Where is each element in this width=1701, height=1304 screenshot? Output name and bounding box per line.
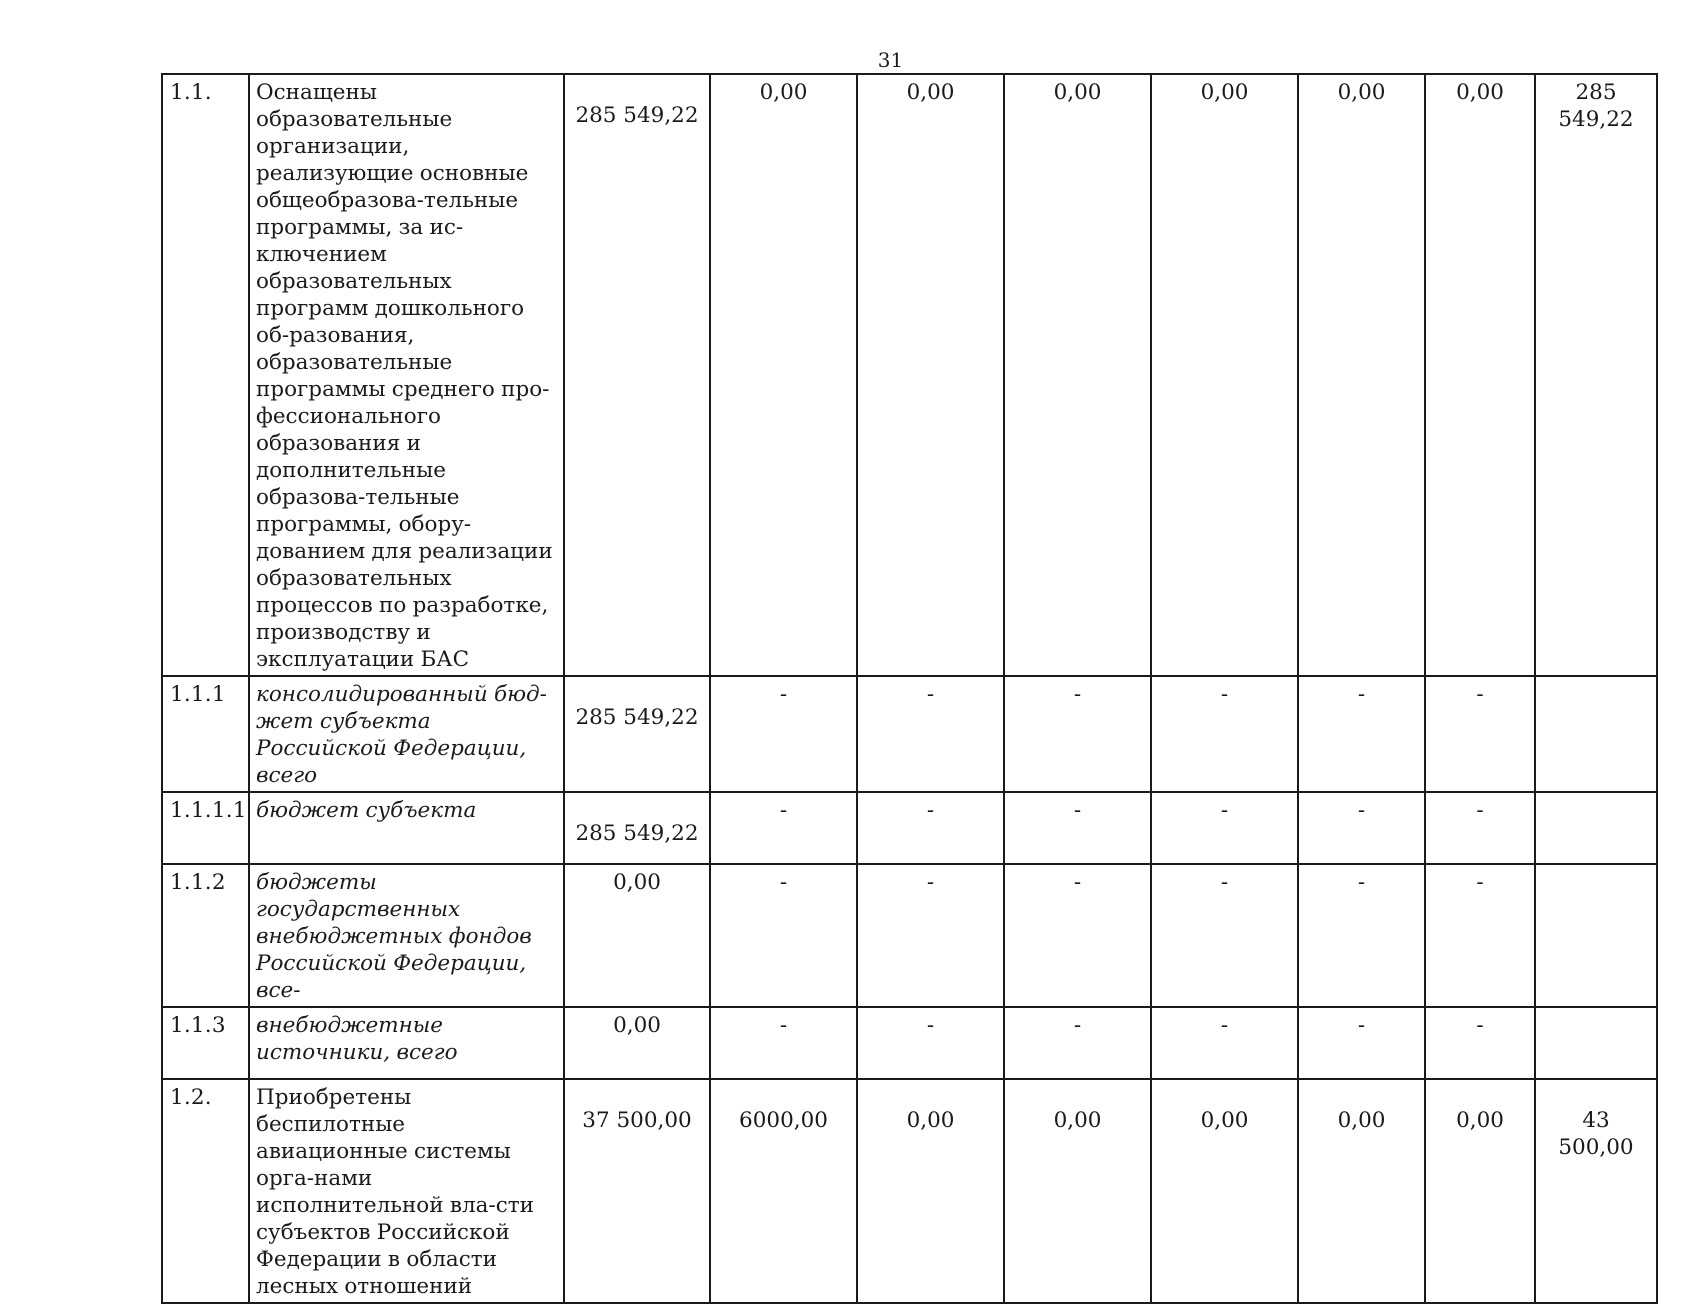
row-number: 1.1.1.1 — [162, 792, 249, 864]
value-cell: - — [710, 864, 857, 1007]
value-cell: 0,00 — [564, 1007, 710, 1079]
value-cell: - — [1298, 864, 1425, 1007]
value-cell: 0,00 — [857, 1079, 1004, 1303]
table-row — [162, 792, 1657, 864]
total-cell: 43 500,00 — [1535, 1079, 1657, 1303]
table-row — [162, 74, 1657, 676]
value-cell: 37 500,00 — [564, 1079, 710, 1303]
value-cell: 0,00 — [1004, 74, 1151, 676]
value-cell: 0,00 — [1425, 1079, 1535, 1303]
value-cell: 285 549,22 — [564, 792, 710, 864]
table-row — [162, 864, 1657, 1007]
value-cell: - — [1151, 676, 1298, 792]
value-cell: - — [1425, 1007, 1535, 1079]
value-cell: - — [1151, 792, 1298, 864]
total-cell — [1535, 864, 1657, 1007]
row-number: 1.2. — [162, 1079, 249, 1303]
row-number: 1.1.2 — [162, 864, 249, 1007]
value-cell: 285 549,22 — [564, 676, 710, 792]
value-cell: - — [857, 792, 1004, 864]
row-description: бюджеты государственных внебюджетных фондов Российской Федерации, все- — [249, 864, 564, 1007]
row-description: Приобретены беспилотные авиационные системы орга-нами исполнительной вла-сти субъектов Российской Федерации в области лесных отношений — [249, 1079, 564, 1303]
value-cell: - — [857, 676, 1004, 792]
table-row — [162, 1007, 1657, 1079]
value-cell: 0,00 — [1298, 74, 1425, 676]
value-cell: 0,00 — [1004, 1079, 1151, 1303]
row-description: бюджет субъекта — [249, 792, 564, 864]
value-cell: - — [1151, 864, 1298, 1007]
value-cell: 0,00 — [1298, 1079, 1425, 1303]
value-cell: - — [1298, 1007, 1425, 1079]
total-cell — [1535, 792, 1657, 864]
value-cell: 6000,00 — [710, 1079, 857, 1303]
page-number: 31 — [877, 48, 904, 72]
value-cell: - — [1004, 864, 1151, 1007]
value-cell: - — [1425, 792, 1535, 864]
total-cell: 285 549,22 — [1535, 74, 1657, 676]
value-cell: - — [1298, 792, 1425, 864]
total-cell — [1535, 1007, 1657, 1079]
value-cell: - — [1151, 1007, 1298, 1079]
row-number: 1.1. — [162, 74, 249, 676]
value-cell: 285 549,22 — [564, 74, 710, 676]
total-cell — [1535, 676, 1657, 792]
value-cell: - — [710, 676, 857, 792]
row-number: 1.1.3 — [162, 1007, 249, 1079]
value-cell: 0,00 — [1425, 74, 1535, 676]
row-description: консолидированный бюд-жет субъекта Российской Федерации, всего — [249, 676, 564, 792]
value-cell: - — [1425, 864, 1535, 1007]
value-cell: - — [857, 864, 1004, 1007]
table-row — [162, 1079, 1657, 1303]
value-cell: 0,00 — [857, 74, 1004, 676]
value-cell: 0,00 — [1151, 74, 1298, 676]
value-cell: - — [1298, 676, 1425, 792]
value-cell: - — [857, 1007, 1004, 1079]
value-cell: 0,00 — [710, 74, 857, 676]
value-cell: - — [1425, 676, 1535, 792]
row-number: 1.1.1 — [162, 676, 249, 792]
budget-table — [161, 73, 1658, 1304]
value-cell: - — [710, 1007, 857, 1079]
value-cell: - — [1004, 792, 1151, 864]
table-row — [162, 676, 1657, 792]
row-description: Оснащены образовательные организации, реализующие основные общеобразова-тельные программы, за ис-ключением образовательных программ дошкольного об-разования, образовательные программы среднего про-фессионального образования и дополнительные образова-тельные программы, обору-дованием для реализации образовательных процессов по разработке, производству и эксплуатации БАС — [249, 74, 564, 676]
row-description: внебюджетные источники, всего — [249, 1007, 564, 1079]
value-cell: 0,00 — [1151, 1079, 1298, 1303]
value-cell: - — [1004, 1007, 1151, 1079]
value-cell: - — [1004, 676, 1151, 792]
value-cell: - — [710, 792, 857, 864]
value-cell: 0,00 — [564, 864, 710, 1007]
